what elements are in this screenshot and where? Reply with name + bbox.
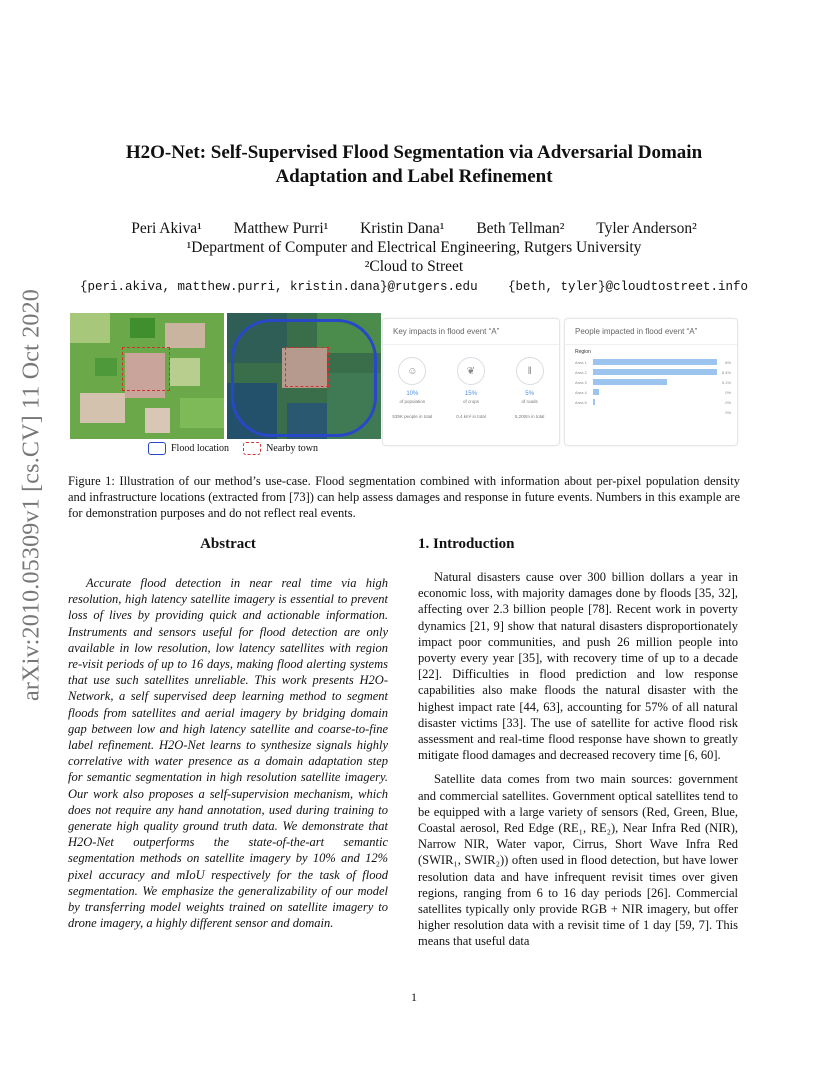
intro-paragraph: Natural disasters cause over 300 billion dollars a year in economic loss, with majority damages done by floods [35, 32], affecting over 2.3 billion people [78]. Recent work in poverty dynamics [21, 9] show that natural disasters disproportionately impact poor communities, and push 26 million people into poverty every year [35], with recovery time of up to a decade [22]. Difficulties in flood prediction and low response capabilities also make floods the natural disaster with the highest impact rate [44, 63], accounting for 57% of all natural disaster victims [33]. The use of satellite for active flood risk assessment and real-time flood response have shown to greatly mitigate flood damages and decreased recovery time [6, 60]. xyxy=(418,570,738,763)
arxiv-sidebar-stamp xyxy=(14,280,50,710)
region-bar-value: 0% xyxy=(725,399,731,405)
region-bar xyxy=(593,389,599,395)
author: Peri Akiva¹ xyxy=(131,220,202,237)
region-bar-row xyxy=(565,397,737,407)
region-bar-value: 8.4% xyxy=(721,369,731,375)
region-bar xyxy=(593,399,595,405)
paper-title: H2O-Net: Self-Supervised Flood Segmentation via Adversarial Domain Adaptation and Label Refinement xyxy=(125,142,703,187)
metric-label: of population xyxy=(399,399,426,404)
people-card-title: People impacted in flood event “A” xyxy=(565,319,737,345)
road-icon: ‖ xyxy=(516,357,544,385)
region-bar-label: Area 2 xyxy=(575,369,587,375)
metric-label: of roads xyxy=(521,399,538,404)
email-row xyxy=(80,280,748,294)
metric-pct: 10% xyxy=(406,391,419,397)
metric-roads xyxy=(505,357,555,419)
page-number: 1 xyxy=(411,990,417,1004)
region-bar-label: Area 1 xyxy=(575,359,587,365)
region-header: Region xyxy=(575,349,591,355)
legend-town-label: Nearby town xyxy=(266,443,318,454)
metric-label: of crops xyxy=(462,399,479,404)
introduction-text xyxy=(418,569,738,958)
figure-1 xyxy=(68,313,736,443)
region-bar-value: 0% xyxy=(725,389,731,395)
affiliation-rutgers: ¹Department of Computer and Electrical Engineering, Rutgers University xyxy=(186,239,642,256)
author: Kristin Dana¹ xyxy=(360,220,445,237)
metric-population xyxy=(387,357,437,419)
arxiv-id: arXiv:2010.05309v1 [cs.CV] 11 Oct 2020 xyxy=(18,289,45,701)
figure-caption: Figure 1: Illustration of our method’s use-case. Flood segmentation combined with information about per-pixel population density and infrastructure locations (extracted from [73]) can help assess damages and response in future events. Numbers in this example are for demonstration purposes and do not reflect real events. xyxy=(68,474,740,520)
metric-pct: 5% xyxy=(525,391,534,397)
author: Matthew Purri¹ xyxy=(233,220,329,237)
author: Tyler Anderson² xyxy=(596,220,697,237)
region-bar xyxy=(593,379,667,385)
region-bar-label: Area 5 xyxy=(575,399,587,405)
abstract-heading: Abstract xyxy=(200,536,256,552)
region-bar-value: 5.1% xyxy=(721,379,731,385)
crop-icon: ❦ xyxy=(457,357,485,385)
affiliation-cloud-to-street: ²Cloud to Street xyxy=(364,258,464,275)
region-bar-list xyxy=(565,357,737,417)
satellite-image-flood xyxy=(227,313,381,439)
abstract-text: Accurate flood detection in near real time via high resolution, high latency satellite imagery is essential to prevent loss of lives by providing quick and actionable information. Instruments and sensors useful for flood detection are only available in low resolution, low latency satellites with region re-visit periods of up to 16 days, making flood alerting systems that use such satellites unreliable. This work presents H2O-Network, a self supervised deep learning method to segment floods from satellites and aerial imagery by bridging domain gap between low and high latency satellite and coarse-to-fine label refinement. H2O-Net learns to synthesize signals highly correlative with water presence as a domain adaptation step for semantic segmentation in high resolution satellite imagery. Our work also proposes a self-supervision mechanism, which does not require any hand annotation, used during training to generate high quality ground truth data. We demonstrate that H2O-Net outperforms the state-of-the-art semantic segmentation methods on satellite imagery by 10% and 12% pixel accuracy and mIoU respectively for the task of flood segmentation. We emphasize the generalizability of our model by transferring model weights trained on satellite imagery to drone imagery, a highly different sensor and domain. xyxy=(68,576,388,931)
region-bar-row xyxy=(565,357,737,367)
town-marker xyxy=(122,347,170,391)
metric-total: 5,200m in total xyxy=(514,414,545,419)
email-cloudtostreet: {beth, tyler}@cloudtostreet.info xyxy=(507,280,748,294)
region-bar-value: 0% xyxy=(725,409,731,415)
legend-flood-label: Flood location xyxy=(171,443,230,454)
people-impacted-card xyxy=(564,318,738,446)
author-list xyxy=(90,219,738,239)
region-bar xyxy=(593,359,717,365)
flood-location-swatch xyxy=(148,442,166,455)
impact-card-title: Key impacts in flood event “A” xyxy=(383,319,559,345)
region-bar-row xyxy=(565,407,737,417)
nearby-town-swatch xyxy=(243,442,261,455)
author: Beth Tellman² xyxy=(476,220,565,237)
email-rutgers: {peri.akiva, matthew.purri, kristin.dana}@rutgers.edu xyxy=(80,280,478,294)
region-bar xyxy=(593,369,717,375)
region-bar-row xyxy=(565,367,737,377)
metric-total: 539K people in total xyxy=(392,414,433,419)
region-bar-row xyxy=(565,387,737,397)
metric-crops xyxy=(446,357,496,419)
metric-total: 0.4 km² in total xyxy=(456,414,486,419)
region-bar-row xyxy=(565,377,737,387)
introduction-heading: 1. Introduction xyxy=(418,536,515,552)
figure-legend xyxy=(148,442,318,455)
region-bar-value: 8% xyxy=(725,359,731,365)
region-bar-label: Area 4 xyxy=(575,389,587,395)
impact-card xyxy=(382,318,560,446)
region-bar-label: Area 3 xyxy=(575,379,587,385)
town-marker xyxy=(285,347,329,387)
population-icon: ☺ xyxy=(398,357,426,385)
satellite-image-town xyxy=(70,313,224,439)
metric-pct: 15% xyxy=(464,391,477,397)
intro-paragraph: Satellite data comes from two main sources: government and commercial satellites. Government optical satellites tend to be equipped with a large variety of sensors (Red, Green, Blue, Coastal aerosol, Red Edge (RE₁, RE₂), Near Infra Red (NIR), Narrow NIR, Water vapor, Cirrus, Short Wave Infra Red (SWIR₁, SWIR₂)) often used in flood detection, but have lower resolution data and have infrequent revisit times over given regions, ranging from 6 to 16 day periods [26]. Commercial satellites typically only provide RGB + NIR imagery, but offer higher resolution data with a revisit time of 1 day [59, 7]. This means that useful data xyxy=(418,772,738,949)
